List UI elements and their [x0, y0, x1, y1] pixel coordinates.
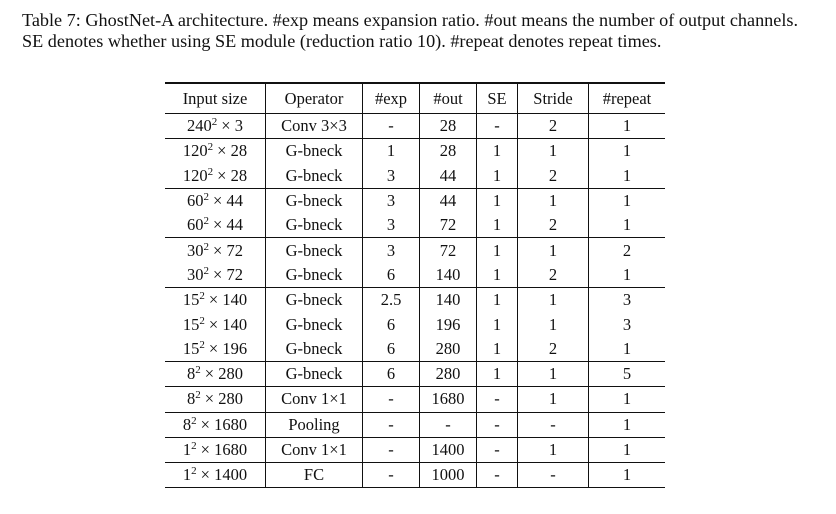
- cell-operator: G-bneck: [266, 188, 363, 213]
- input-size-channels: × 140: [208, 314, 248, 334]
- input-size-base: 1: [182, 465, 192, 485]
- cell-repeat: 1: [622, 338, 632, 358]
- input-size-exponent: 2: [191, 465, 197, 478]
- cell-stride: 2: [518, 263, 589, 288]
- header-exp: #exp: [363, 83, 420, 114]
- cell-operator: FC: [266, 463, 363, 488]
- cell-exp: 3: [363, 238, 420, 263]
- cell-exp: 6: [363, 337, 420, 362]
- cell-se: -: [477, 437, 518, 462]
- cell-out: 280: [420, 361, 477, 386]
- input-size-exponent: 2: [207, 141, 214, 154]
- input-size-base: 120: [182, 141, 208, 161]
- input-size-base: 60: [187, 215, 204, 235]
- cell-exp: -: [363, 437, 420, 462]
- cell-exp: -: [363, 463, 420, 488]
- cell-se: 1: [477, 139, 518, 164]
- cell-stride: 1: [518, 188, 589, 213]
- cell-operator: G-bneck: [266, 288, 363, 313]
- cell-input-size: [165, 139, 266, 164]
- cell-out: 44: [420, 188, 477, 213]
- cell-se: 1: [477, 337, 518, 362]
- table-row: [165, 188, 665, 213]
- input-size-channels: × 280: [204, 364, 243, 384]
- cell-operator: Conv 3×3: [266, 114, 363, 139]
- input-size-exponent: 2: [191, 414, 197, 427]
- table-row: [165, 288, 665, 313]
- table-row: [165, 312, 665, 336]
- cell-input-size: [165, 387, 266, 412]
- architecture-table: [165, 82, 665, 488]
- input-size-channels: × 1680: [200, 414, 248, 434]
- cell-input-size: [165, 213, 266, 238]
- cell-exp: 6: [363, 263, 420, 288]
- cell-input-size: [165, 263, 266, 288]
- cell-operator: Conv 1×1: [266, 387, 363, 412]
- cell-stride: 1: [518, 139, 589, 164]
- table-row: [165, 463, 665, 488]
- cell-input-size: [165, 288, 266, 313]
- input-size-channels: × 44: [213, 191, 243, 211]
- input-size-base: 1: [182, 440, 192, 459]
- cell-operator: G-bneck: [266, 337, 363, 362]
- cell-exp: -: [363, 387, 420, 412]
- cell-operator: G-bneck: [266, 213, 363, 238]
- cell-stride: 2: [518, 164, 589, 189]
- table-row: [165, 114, 665, 139]
- input-size-base: 30: [187, 240, 204, 260]
- input-size-exponent: 2: [195, 389, 201, 402]
- input-size-exponent: 2: [199, 338, 205, 351]
- cell-stride: 2: [518, 114, 589, 139]
- input-size-base: 15: [182, 314, 200, 334]
- cell-repeat: 1: [589, 412, 666, 437]
- cell-out: 140: [420, 263, 477, 288]
- cell-repeat: 1: [589, 463, 666, 488]
- input-size-base: 60: [187, 191, 204, 211]
- cell-se: -: [477, 463, 518, 488]
- cell-input-size: [165, 114, 266, 139]
- input-size-exponent: 2: [199, 314, 205, 327]
- cell-out: 280: [420, 337, 477, 362]
- cell-repeat: 1: [589, 188, 666, 213]
- input-size-exponent: 2: [203, 240, 210, 253]
- cell-repeat: 1: [622, 215, 632, 235]
- cell-exp: -: [363, 412, 420, 437]
- input-size-exponent: 2: [203, 191, 210, 204]
- cell-exp: 6: [363, 312, 420, 336]
- cell-operator: G-bneck: [266, 361, 363, 386]
- cell-out: 1680: [420, 387, 477, 412]
- cell-input-size: [165, 412, 266, 437]
- input-size-exponent: 2: [199, 290, 205, 303]
- cell-exp: -: [363, 114, 420, 139]
- cell-stride: 2: [518, 337, 589, 362]
- cell-input-size: [165, 463, 266, 488]
- input-size-channels: × 196: [208, 338, 248, 358]
- cell-se: 1: [477, 188, 518, 213]
- cell-se: 1: [477, 263, 518, 288]
- header-se: SE: [477, 83, 518, 114]
- cell-stride: 1: [518, 288, 589, 313]
- input-size-base: 8: [187, 364, 196, 384]
- cell-out: 196: [420, 312, 477, 336]
- cell-out: 140: [420, 288, 477, 313]
- cell-operator: Pooling: [266, 412, 363, 437]
- cell-exp: 6: [363, 361, 420, 386]
- cell-out: 72: [420, 213, 477, 238]
- cell-input-size: [165, 238, 266, 263]
- input-size-base: 15: [182, 338, 200, 358]
- input-size-exponent: 2: [203, 215, 210, 228]
- cell-operator: Conv 1×1: [266, 437, 363, 462]
- cell-se: 1: [477, 213, 518, 238]
- input-size-channels: × 28: [217, 165, 248, 185]
- cell-se: -: [477, 114, 518, 139]
- cell-se: 1: [477, 288, 518, 313]
- table-caption: Table 7: GhostNet-A architecture. #exp means expansion ratio. #out means the number of output channels. SE denotes whether using SE module (reduction ratio 10). #repeat denotes repeat times.: [22, 10, 799, 51]
- input-size-channels: × 44: [213, 215, 243, 235]
- input-size-base: 240: [187, 116, 212, 136]
- table-row: [165, 412, 665, 437]
- table-row: [165, 387, 665, 412]
- cell-se: 1: [477, 361, 518, 386]
- table-row: [165, 361, 665, 386]
- cell-stride: -: [518, 412, 589, 437]
- cell-repeat: 2: [589, 238, 666, 263]
- table-body: [165, 114, 665, 488]
- cell-input-size: [165, 337, 266, 362]
- cell-se: 1: [477, 312, 518, 336]
- input-size-exponent: 2: [211, 116, 218, 129]
- cell-input-size: [165, 437, 266, 462]
- cell-exp: 2.5: [363, 288, 420, 313]
- cell-operator: G-bneck: [266, 164, 363, 189]
- table-row: [165, 437, 665, 462]
- cell-se: 1: [477, 238, 518, 263]
- input-size-exponent: 2: [191, 440, 197, 452]
- cell-stride: 1: [518, 387, 589, 412]
- cell-input-size: [165, 312, 266, 336]
- cell-out: -: [420, 412, 477, 437]
- input-size-channels: × 28: [217, 141, 248, 161]
- input-size-base: 8: [182, 414, 192, 434]
- cell-out: 1400: [420, 437, 477, 462]
- cell-out: 28: [420, 114, 477, 139]
- cell-out: 44: [420, 164, 477, 189]
- input-size-base: 15: [182, 290, 200, 310]
- cell-exp: 3: [363, 188, 420, 213]
- cell-input-size: [165, 188, 266, 213]
- table-row: [165, 213, 665, 238]
- cell-stride: 1: [518, 238, 589, 263]
- cell-stride: 1: [518, 312, 589, 336]
- cell-stride: 2: [518, 213, 589, 238]
- cell-repeat: 1: [589, 437, 666, 462]
- cell-input-size: [165, 361, 266, 386]
- cell-repeat: 1: [622, 165, 632, 185]
- input-size-exponent: 2: [203, 264, 210, 277]
- cell-exp: 3: [363, 213, 420, 238]
- input-size-base: 8: [187, 389, 196, 409]
- cell-exp: 1: [363, 139, 420, 164]
- input-size-channels: × 72: [213, 240, 243, 260]
- input-size-base: 120: [182, 165, 208, 185]
- input-size-channels: × 3: [221, 116, 243, 136]
- header-stride: Stride: [518, 83, 589, 114]
- cell-repeat: 1: [589, 387, 666, 412]
- cell-exp: 3: [363, 164, 420, 189]
- cell-repeat: 1: [622, 264, 632, 284]
- cell-repeat: 1: [589, 139, 666, 164]
- cell-se: -: [477, 387, 518, 412]
- cell-input-size: [165, 164, 266, 189]
- header-operator: Operator: [266, 83, 363, 114]
- input-size-exponent: 2: [195, 364, 201, 377]
- cell-out: 28: [420, 139, 477, 164]
- cell-operator: G-bneck: [266, 238, 363, 263]
- cell-repeat: 1: [589, 114, 666, 139]
- header-out: #out: [420, 83, 477, 114]
- cell-se: -: [477, 412, 518, 437]
- input-size-channels: × 1400: [200, 465, 248, 485]
- input-size-channels: × 140: [208, 290, 248, 310]
- table-row: [165, 337, 665, 362]
- cell-out: 72: [420, 238, 477, 263]
- input-size-base: 30: [187, 264, 204, 284]
- cell-repeat: 3: [622, 314, 632, 334]
- table-row: [165, 139, 665, 164]
- header-input-size: Input size: [165, 83, 266, 114]
- cell-operator: G-bneck: [266, 263, 363, 288]
- table-row: [165, 263, 665, 288]
- cell-se: 1: [477, 164, 518, 189]
- header-row: [165, 83, 665, 114]
- table-row: [165, 238, 665, 263]
- cell-stride: 1: [518, 437, 589, 462]
- cell-repeat: 5: [589, 361, 666, 386]
- input-size-channels: × 72: [213, 264, 243, 284]
- input-size-channels: × 280: [204, 389, 243, 409]
- cell-repeat: 3: [589, 288, 666, 313]
- table-row: [165, 164, 665, 189]
- cell-stride: 1: [518, 361, 589, 386]
- input-size-exponent: 2: [207, 165, 214, 178]
- cell-operator: G-bneck: [266, 139, 363, 164]
- cell-out: 1000: [420, 463, 477, 488]
- header-repeat: #repeat: [589, 83, 666, 114]
- input-size-channels: × 1680: [200, 440, 248, 459]
- cell-stride: -: [518, 463, 589, 488]
- cell-operator: G-bneck: [266, 312, 363, 336]
